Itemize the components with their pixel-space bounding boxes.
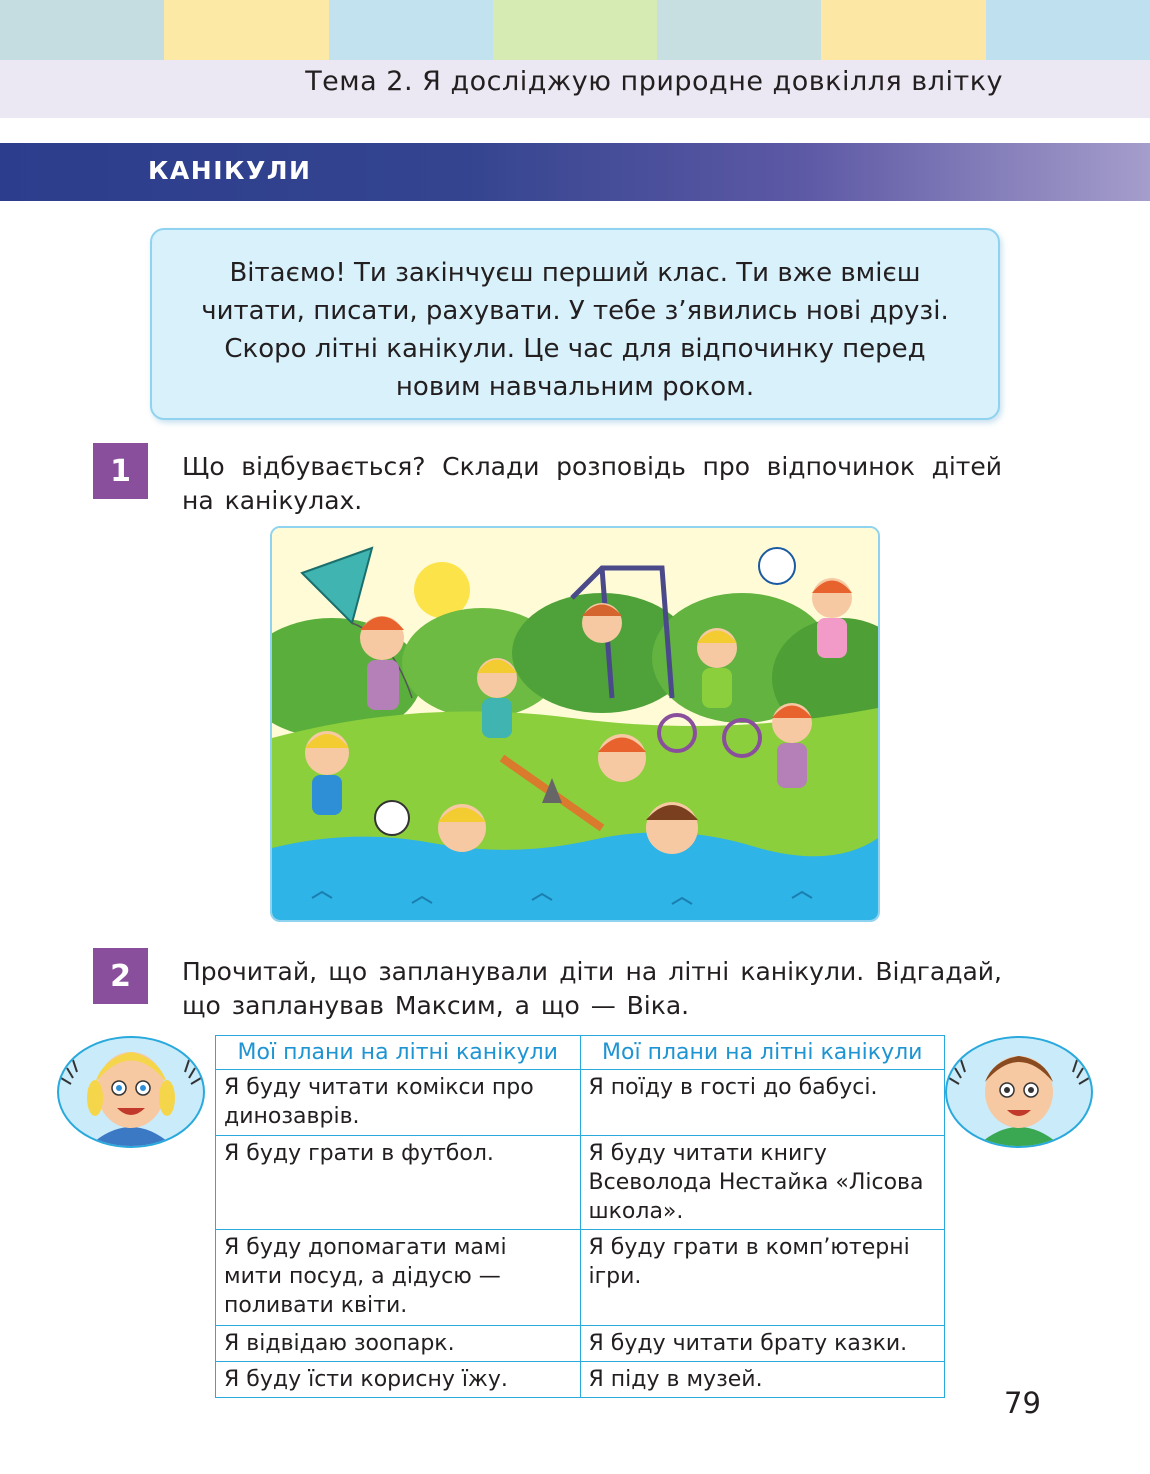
task-text-2: Прочитай, що запланували діти на літні канікули. Відгадай, що запланував Максим, а що — Віка. xyxy=(182,957,1002,1020)
table-cell: Я буду грати в комп’ютерні ігри. xyxy=(580,1230,945,1326)
task-number-1: 1 xyxy=(93,443,148,499)
table-cell: Я поїду в гості до бабусі. xyxy=(580,1070,945,1136)
section-title: КАНІКУЛИ xyxy=(148,156,312,185)
stripe-4 xyxy=(493,0,657,60)
table-row xyxy=(216,1070,945,1136)
table-cell: Я буду допомагати мамі мити посуд, а дідусю — поливати квіти. xyxy=(216,1230,581,1326)
table-row xyxy=(216,1326,945,1362)
table-header-row xyxy=(216,1036,945,1070)
boy-waving-icon xyxy=(945,1036,1093,1148)
table-cell: Я буду читати брату казки. xyxy=(580,1326,945,1362)
task-number-2: 2 xyxy=(93,948,148,1004)
table-cell: Я піду в музей. xyxy=(580,1362,945,1398)
table-cell: Я буду їсти корисну їжу. xyxy=(216,1362,581,1398)
intro-text: Вітаємо! Ти закінчуєш перший клас. Ти вже вмієш читати, писати, рахувати. У тебе з’явились нові друзі. Скоро літні канікули. Це час для відпочинку перед новим навчальним роком. xyxy=(201,258,949,402)
intro-box xyxy=(150,228,1000,420)
table-cell: Я буду грати в футбол. xyxy=(216,1136,581,1230)
topic-title: Тема 2. Я досліджую природне довкілля влітку xyxy=(305,66,1003,97)
table-cell: Я відвідаю зоопарк. xyxy=(216,1326,581,1362)
stripe-3 xyxy=(329,0,493,60)
column-header: Мої плани на літні канікули xyxy=(216,1036,581,1070)
children-summer-park-illustration xyxy=(270,526,880,922)
stripe-1 xyxy=(0,0,164,60)
table-row xyxy=(216,1230,945,1326)
stripe-2 xyxy=(164,0,328,60)
color-stripes xyxy=(0,0,1150,60)
page-number: 79 xyxy=(1004,1386,1041,1420)
table-cell: Я буду читати книгу Всеволода Нестайка «Лісова школа». xyxy=(580,1136,945,1230)
stripe-5 xyxy=(657,0,821,60)
girl-waving-icon xyxy=(57,1036,205,1148)
stripe-7 xyxy=(986,0,1150,60)
stripe-6 xyxy=(821,0,985,60)
table-cell: Я буду читати комікси про динозаврів. xyxy=(216,1070,581,1136)
task-text-1: Що відбувається? Склади розповідь про відпочинок дітей на канікулах. xyxy=(182,452,1002,515)
plans-table xyxy=(215,1035,945,1398)
table-row xyxy=(216,1362,945,1398)
table-row xyxy=(216,1136,945,1230)
column-header: Мої плани на літні канікули xyxy=(580,1036,945,1070)
